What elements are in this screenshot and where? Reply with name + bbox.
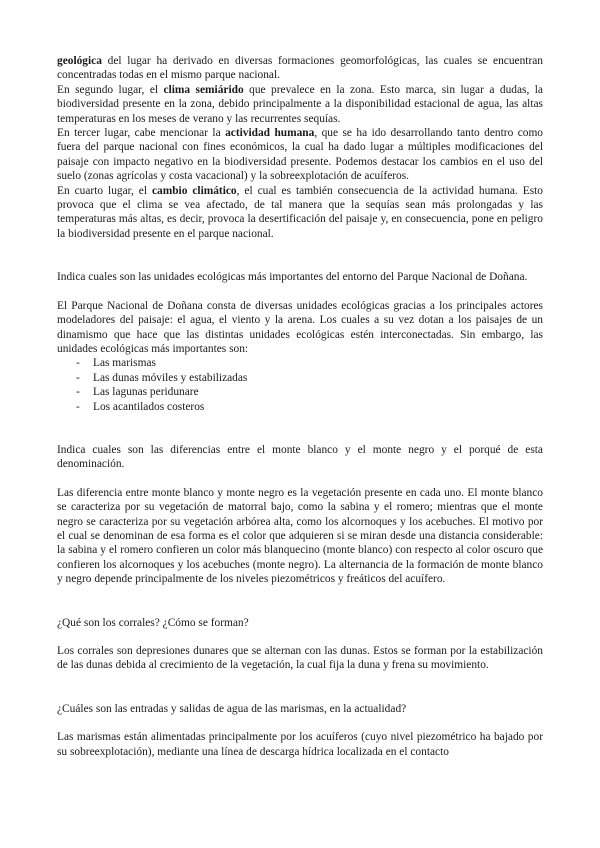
document-page [57, 54, 543, 759]
list-item: - Las lagunas peridunare [76, 385, 543, 399]
question-1: Indica cuales son las unidades ecológicas más importantes del entorno del Parque Nacional de Doñana. [57, 271, 528, 284]
bold-term: geológica [57, 55, 102, 67]
intro-section [57, 54, 543, 241]
intro-paragraph-1 [57, 54, 543, 83]
answer-2: Las diferencia entre monte blanco y monte negro es la vegetación presente en cada uno. El monte blanco se caracteriza por su vegetación de matorral bajo, como la sabina y el romero; mientras que el monte negro se caracteriza por su vegetación arbórea alta, como los alcornoques y los acebuches. El motivo por el cual se denominan de esa forma es el color que adquieren si se miran desde una distancia considerable: la sabina y el romero confieren un color más blanquecino (monte blanco) con respecto al color oscuro que confieren los alcornoques y los acebuches (monte negro). La alternancia de la formación de monte blanco y negro depende principalmente de los niveles piezométricos y freáticos del acuífero. [57, 486, 543, 586]
paragraph-text: En cuarto lugar, el [57, 184, 152, 197]
bold-term: clima semiárido [163, 83, 244, 96]
bold-term: actividad humana [225, 127, 315, 140]
paragraph-text: En tercer lugar, cabe mencionar la [57, 127, 226, 140]
intro-paragraph-2 [57, 83, 543, 126]
intro-paragraph-4 [57, 184, 543, 242]
paragraph-text: , que se ha ido desarrollando tanto dentro como fuera del parque nacional con fines económicos, la cual ha dado lugar a múltiples modificaciones del paisaje con impacto negativo en la biodiversidad presente. Podemos destacar los cambios en el uso del suelo (zonas agrícolas y costa vacacional) y la sobreexplotación de acuíferos. [57, 127, 543, 183]
paragraph-text: que prevalece en la zona. Esto marca, sin lugar a dudas, la biodiversidad presente en la zona, debido principalmente a la disponibilidad estacional de agua, las altas temperaturas en los meses de verano y las recurrentes sequías. [57, 83, 543, 125]
answer-4: Las marismas están alimentadas principalmente por los acuíferos (cuyo nivel piezométrico ha bajado por su sobreexplotación), mediante una línea de descarga hídrica localizada en el contacto [57, 731, 543, 758]
paragraph-text: , el cual es también consecuencia de la actividad humana. Esto provoca que el clima se vea afectado, de tal manera que la sequías sean más prolongadas y las temperaturas más altas, es decir, provoca la desertificación del paisaje y, en consecuencia, pone en peligro la biodiversidad presente en el parque nacional. [57, 184, 543, 240]
bold-term: cambio climático [151, 184, 237, 197]
answer-3: Los corrales son depresiones dunares que se alternan con las dunas. Estos se forman por la estabilización de las dunas debida al crecimiento de la vegetación, la cual fija la duna y frena su movimiento. [57, 645, 543, 672]
question-3-section [57, 616, 543, 673]
paragraph-text: En segundo lugar, el [57, 83, 164, 96]
question-1-section [57, 270, 543, 414]
list-item: - Las dunas móviles y estabilizadas [76, 371, 543, 385]
list-item: - Las marismas [76, 356, 543, 370]
question-4-section [57, 702, 543, 759]
answer-1: El Parque Nacional de Doñana consta de diversas unidades ecológicas gracias a los principales actores modeladores del paisaje: el agua, el viento y la arena. Los cuales a su vez dotan a los paisajes de un dinamismo que hace que las distintas unidades ecológicas estén interconectadas. Sin embargo, las unidades ecológicas más importantes son: [57, 299, 543, 355]
intro-paragraph-3 [57, 126, 543, 184]
list-item: - Los acantilados costeros [76, 400, 543, 414]
ecological-units-list [57, 356, 543, 414]
question-3: ¿Qué son los corrales? ¿Cómo se forman? [57, 616, 249, 629]
paragraph-text: del lugar ha derivado en diversas formaciones geomorfológicas, las cuales se encuentran concentradas todas en el mismo parque nacional. [57, 55, 543, 82]
question-4: ¿Cuáles son las entradas y salidas de agua de las marismas, en la actualidad? [57, 702, 407, 715]
question-2: Indica cuales son las diferencias entre el monte blanco y el monte negro y el porqué de esta denominación. [57, 443, 543, 471]
question-2-section [57, 443, 543, 587]
